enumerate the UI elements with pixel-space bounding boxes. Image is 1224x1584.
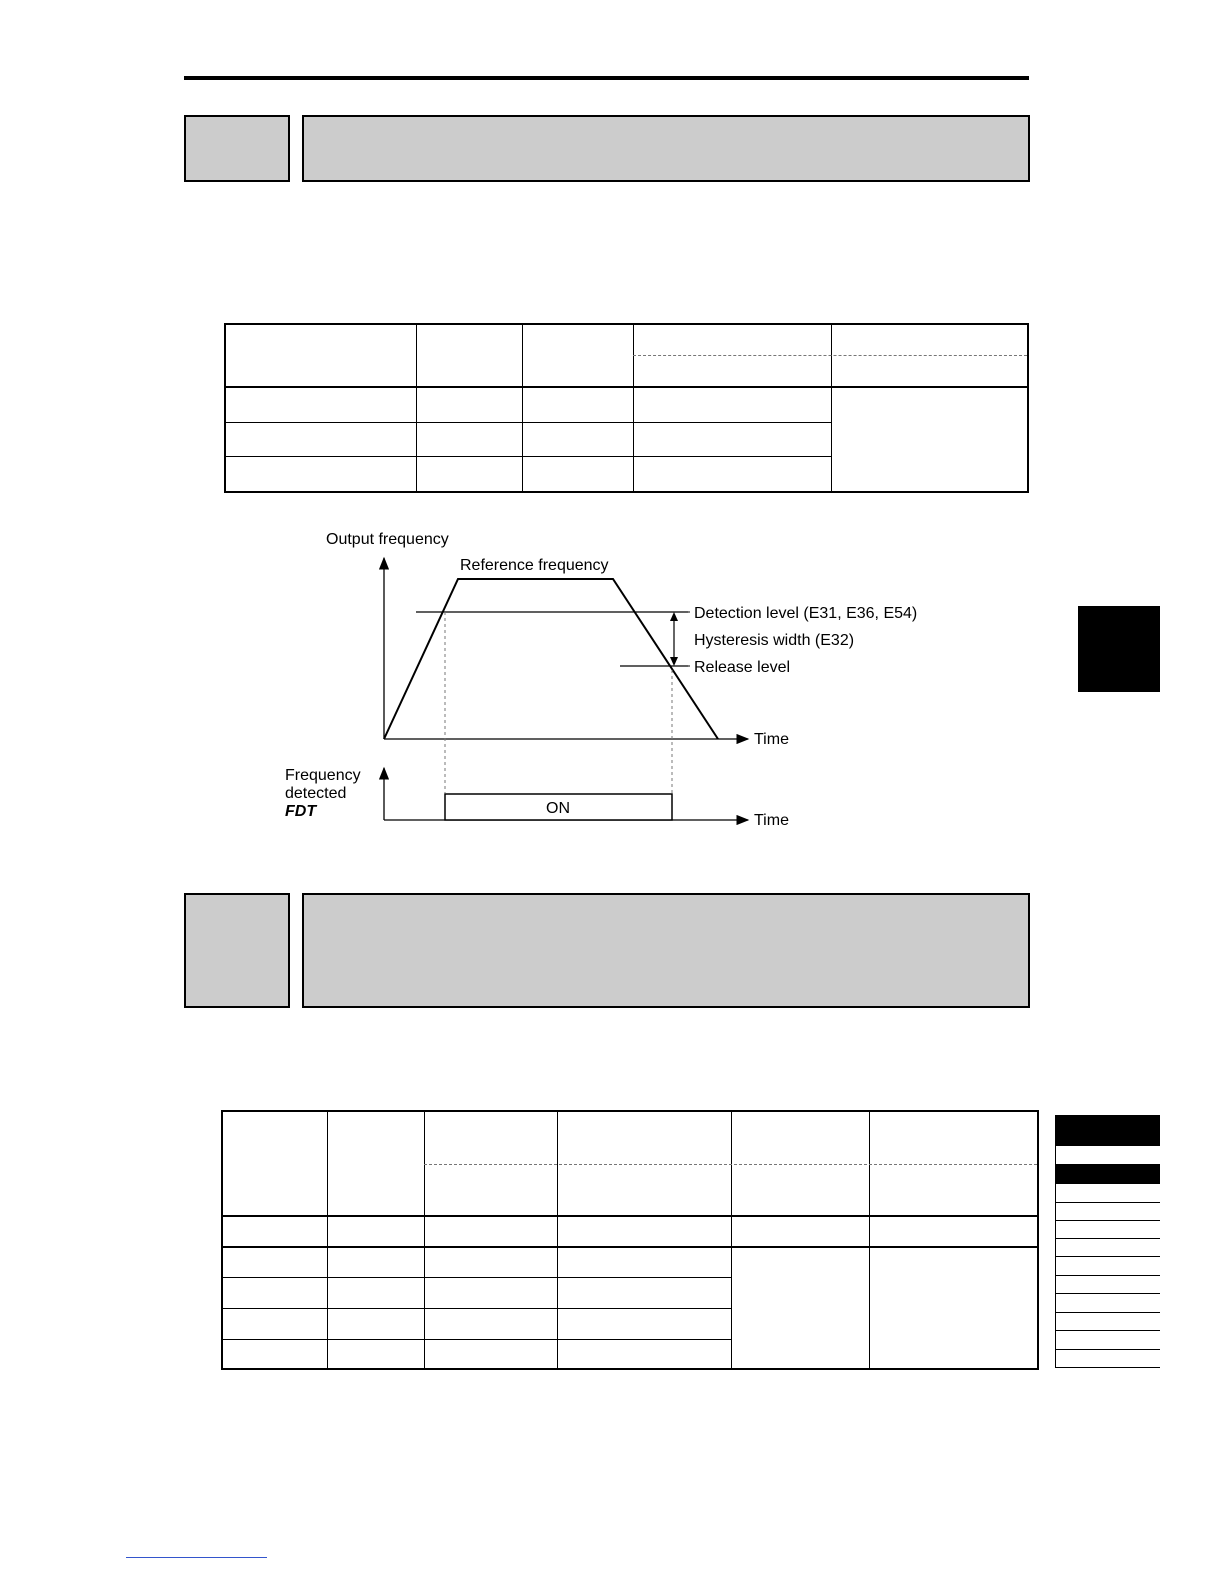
footer-link-underline[interactable] — [126, 1557, 267, 1558]
on-label: ON — [546, 800, 570, 817]
section1-code-box — [184, 115, 290, 182]
release-level-label: Release level — [694, 659, 791, 676]
signal-label-line2: detected — [285, 785, 347, 802]
table1 — [224, 323, 1029, 493]
section2-code-box — [184, 893, 290, 1008]
page-top-rule — [184, 76, 1029, 80]
time-label-upper: Time — [754, 731, 789, 748]
table2 — [221, 1110, 1039, 1370]
hysteresis-width-label: Hysteresis width (E32) — [694, 632, 855, 649]
detection-level-label: Detection level (E31, E36, E54) — [694, 605, 918, 622]
signal-label-fdt: FDT — [285, 803, 317, 820]
signal-label-line1: Frequency — [285, 767, 361, 784]
frequency-detection-diagram — [270, 520, 960, 840]
y-axis-label: Output frequency — [326, 531, 449, 548]
section1-title-box — [302, 115, 1030, 182]
time-label-lower: Time — [754, 812, 789, 829]
output-frequency-curve — [384, 579, 718, 739]
section2-title-box — [302, 893, 1030, 1008]
chapter-tab — [1078, 606, 1160, 692]
reference-frequency-label: Reference frequency — [460, 557, 609, 574]
